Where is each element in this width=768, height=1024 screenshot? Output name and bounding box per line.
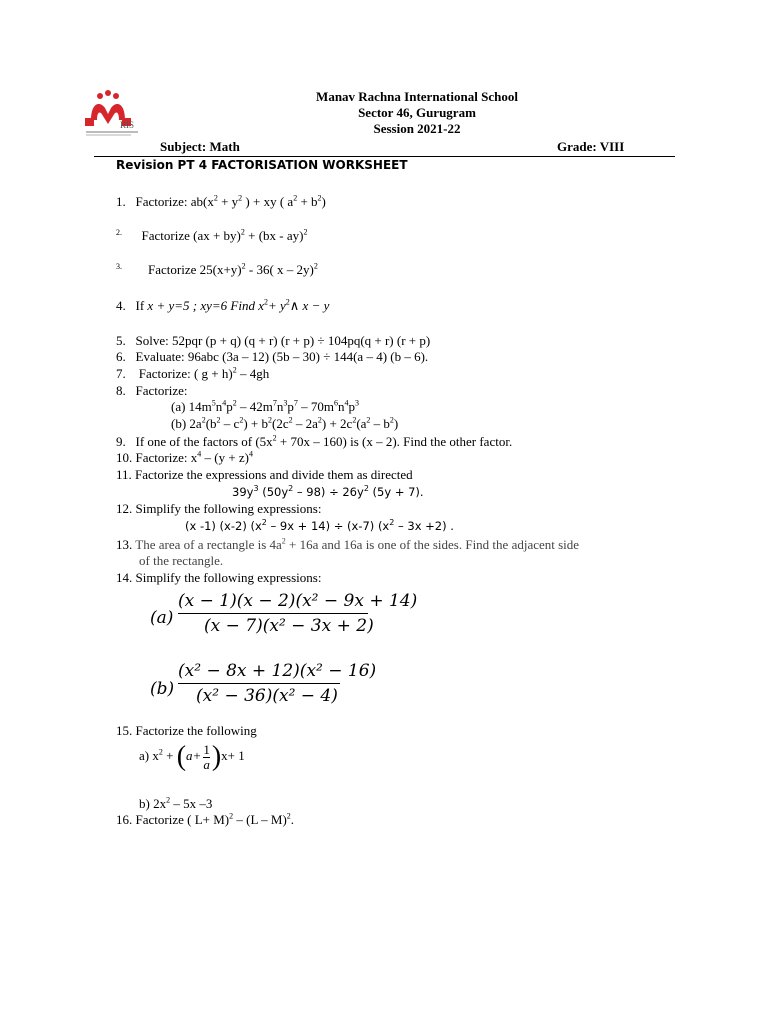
- question-11: 11. Factorize the expressions and divide them as directed: [116, 467, 413, 482]
- question-10: 10. Factorize: $x^4 - (y + z)^4$: [116, 449, 253, 465]
- question-12: 12. Simplify the following expressions:: [116, 501, 322, 516]
- fraction-14b-denominator: (x² − 36)(x² − 4): [196, 686, 338, 706]
- header-divider: [94, 156, 675, 157]
- worksheet-title: Revision PT 4 FACTORISATION WORKSHEET: [116, 158, 408, 172]
- session: Session 2021-22: [373, 121, 461, 136]
- fraction-14a-label: (a): [150, 608, 174, 628]
- school-logo: [83, 90, 149, 140]
- question-1: 1. Factorize: $ab(x^2 + y^2$ ) + xy ( $a^2 + b^2$): [116, 193, 326, 209]
- fraction-14a-numerator: (x − 1)(x − 2)(x² − 9x + 14): [178, 591, 418, 611]
- fraction-14a-denominator: (x − 7)(x² − 3x + 2): [204, 616, 374, 636]
- question-2: $^{2.}$ Factorize (ax + by)$^2$ + (bx - ay)$^2$: [116, 227, 308, 243]
- question-13-continued: of the rectangle.: [139, 553, 224, 568]
- fraction-14b-bar: [178, 683, 340, 684]
- fraction-14a: [178, 591, 417, 636]
- fraction-14a-bar: [178, 613, 368, 614]
- question-15a: a) $x^2 + (a+$ $\frac{1}{a}$ )x+ 1: [139, 741, 245, 772]
- question-12-expression: (x -1) (x-2) $(x^2 - 9x + 14) \div (x-7)$ $(x^2 - 3x +2)$ .: [185, 518, 454, 533]
- grade-label: Grade: VIII: [557, 139, 625, 154]
- question-7: 7. Factorize: ( g + h)$^2$ – 4gh: [116, 365, 270, 381]
- svg-text:RIS: RIS: [120, 120, 135, 130]
- question-5: 5. Solve: 52pqr (p + q) (q + r) (r + p) ÷ 104pq(q + r) (r + p): [116, 333, 431, 348]
- question-15b: b) $2x^2 - 5x$ –3: [139, 795, 213, 811]
- school-location: Sector 46, Gurugram: [358, 105, 476, 120]
- question-11-expression: $39y^3$ $(50y^2 - 98) \div 26y^2$ (5y + 7).: [232, 484, 424, 499]
- question-9: 9. If one of the factors of $(5x^2 + 70x - 160)$ is (x – 2). Find the other factor.: [116, 433, 513, 449]
- question-15: 15. Factorize the following: [116, 723, 257, 738]
- question-8a: (a) $14m^5n^4p^2 - 42m^7n^3p^7 - 70m^6n^4p^3$: [171, 398, 360, 414]
- fraction-14b-label: (b): [150, 679, 175, 699]
- fraction-14b: [178, 661, 376, 706]
- question-14: 14. Simplify the following expressions:: [116, 570, 322, 585]
- question-3: $^{3.}$ Factorize $25(x+y)^2 - 36$( x – 2y)$^2$: [116, 261, 318, 277]
- question-13: 13. The area of a rectangle is $4a^2 + 16a$ and 16a is one of the sides. Find the adjacent side: [116, 536, 580, 552]
- school-name: Manav Rachna International School: [316, 89, 518, 104]
- question-6: 6. Evaluate: 96abc (3a – 12) (5b – 30) ÷ 144(a – 4) (b – 6).: [116, 349, 429, 364]
- subject-label: Subject: Math: [160, 139, 240, 154]
- question-8: 8. Factorize:: [116, 383, 188, 398]
- question-4: 4. If x + y=5 ; xy=6 Find $x^2+$ $y^2\wedge$ x − y: [116, 297, 330, 313]
- question-16: 16. Factorize ( L+ M)$^2$ – (L – M)$^2$.: [116, 811, 295, 827]
- question-8b: (b) $2a^2(b^2 - c^2) + b^2(2c^2 - 2a^2) + 2c^2(a^2 - b^2)$: [171, 415, 399, 431]
- fraction-14b-numerator: (x² − 8x + 12)(x² − 16): [178, 661, 377, 681]
